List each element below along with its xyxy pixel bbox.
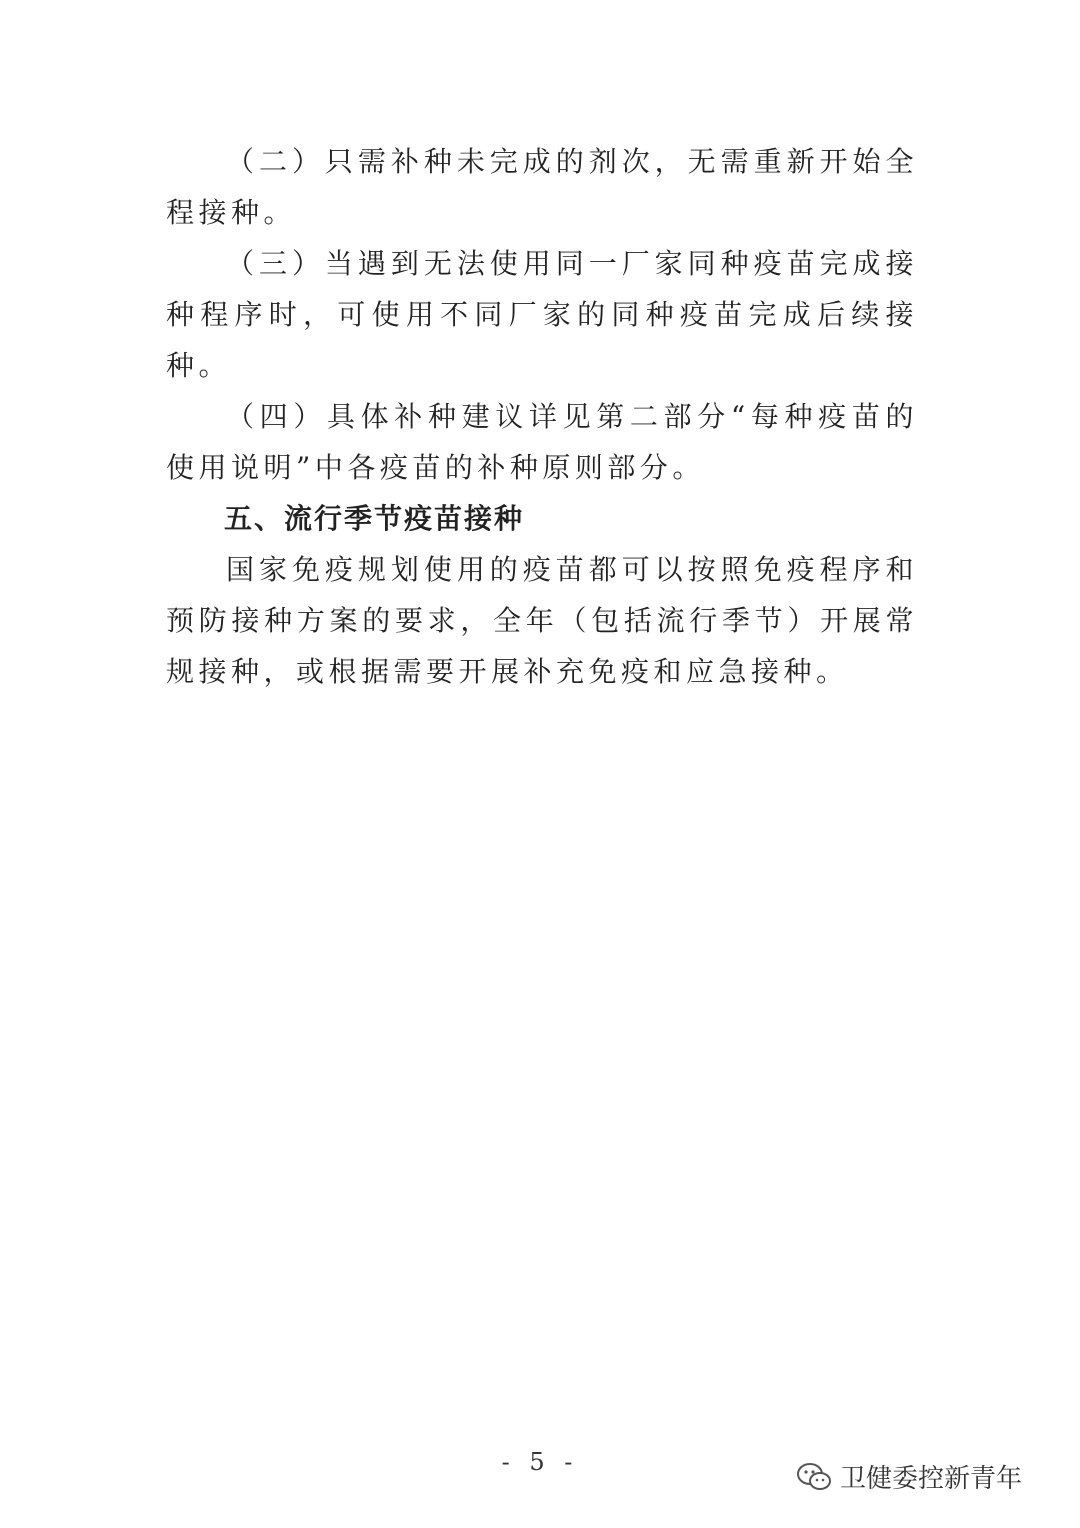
document-body <box>166 136 918 697</box>
paragraph-catchup-4 <box>166 391 918 493</box>
text-line: （三）当遇到无法使用同一厂家同种疫苗完成接种程序 <box>166 247 918 331</box>
paragraph-seasonal-vaccination <box>166 544 918 697</box>
page-number: - 5 - <box>501 1448 579 1476</box>
text-line: 根据需要开展补充免疫和应急接种。 <box>328 655 849 688</box>
watermark <box>796 1458 1022 1495</box>
text-line: （二）只需补种未完成的剂次，无需重新开始全程接种。 <box>166 145 918 229</box>
paragraph-catchup-3 <box>166 238 918 391</box>
text-line: 国家免疫规划使用的疫苗都可以按照免疫程序和预防 <box>166 553 918 637</box>
watermark-text: 卫健委控新青年 <box>840 1464 1023 1494</box>
section-heading: 五、流行季节疫苗接种 <box>224 502 525 535</box>
text-line: 时，可使用不同厂家的同种疫苗完成后续接种。 <box>166 298 918 382</box>
paragraph-catchup-2 <box>166 136 918 238</box>
text-line: 接种方案的要求，全年（包括流行季节）开展常规接种，或 <box>166 604 918 688</box>
text-line: （四）具体补种建议详见第二部分“每种疫苗的使用说 <box>166 400 918 484</box>
text-line: 明”中各疫苗的补种原则部分。 <box>263 451 705 484</box>
wechat-icon <box>796 1462 832 1492</box>
